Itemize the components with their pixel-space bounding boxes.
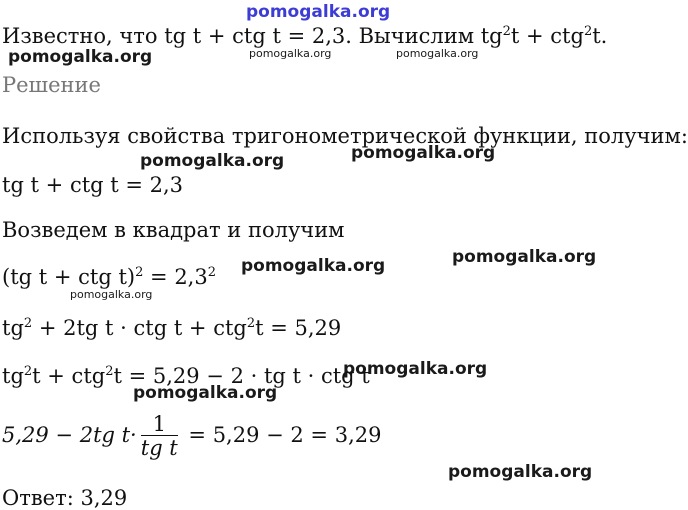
watermark-top: pomogalka.org <box>246 2 391 22</box>
eq-part: = 2,3 <box>143 265 208 289</box>
exponent: 2 <box>105 364 114 379</box>
watermark: pomogalka.org <box>448 462 593 482</box>
equation-1: tg t + ctg t = 2,3 <box>2 173 184 197</box>
equation-3 <box>2 316 341 340</box>
watermark: pomogalka.org <box>133 383 278 403</box>
answer: Ответ: 3,29 <box>2 486 128 510</box>
exponent: 2 <box>583 24 593 39</box>
watermark: pomogalka.org <box>396 47 479 60</box>
eq-part: 5,29 − 2tg t· <box>2 423 137 447</box>
exponent: 2 <box>246 316 256 331</box>
watermark: pomogalka.org <box>8 47 153 67</box>
watermark: pomogalka.org <box>351 143 496 163</box>
step-square: Возведем в квадрат и получим <box>2 218 345 242</box>
watermark: pomogalka.org <box>452 247 597 267</box>
equation-5 <box>2 410 381 460</box>
eq-part: = 5,29 − 2 = 3,29 <box>181 423 382 447</box>
eq-part: t + ctg <box>32 364 106 388</box>
exponent: 2 <box>23 316 33 331</box>
exponent: 2 <box>135 265 144 280</box>
eq-part: t = 5,29 <box>255 316 342 340</box>
problem-text: t + ctg <box>510 24 584 48</box>
problem-statement <box>2 24 607 48</box>
watermark: pomogalka.org <box>241 256 386 276</box>
fraction-denominator: tg t <box>140 436 178 460</box>
fraction-numerator: 1 <box>141 413 178 436</box>
eq-part: t = 5,29 − 2 · tg t · ctg t <box>113 364 370 388</box>
problem-text: t. <box>592 24 608 48</box>
watermark: pomogalka.org <box>343 359 488 379</box>
eq-part: tg <box>2 316 24 340</box>
watermark: pomogalka.org <box>140 151 285 171</box>
step-intro: Используя свойства тригонометрической функции, получим: <box>2 124 688 148</box>
watermark: pomogalka.org <box>249 47 332 60</box>
equation-4 <box>2 364 370 388</box>
exponent: 2 <box>502 24 511 39</box>
equation-2 <box>2 265 216 289</box>
solution-heading: Решение <box>2 73 101 97</box>
exponent: 2 <box>207 265 216 280</box>
exponent: 2 <box>23 364 33 379</box>
watermark: pomogalka.org <box>70 288 153 301</box>
eq-part: tg <box>2 364 24 388</box>
eq-part: + 2tg t · ctg t + ctg <box>32 316 247 340</box>
fraction <box>141 413 178 460</box>
eq-part: (tg t + ctg t) <box>2 265 136 289</box>
problem-text: Известно, что tg t + ctg t = 2,3. Вычислим tg <box>2 24 503 48</box>
